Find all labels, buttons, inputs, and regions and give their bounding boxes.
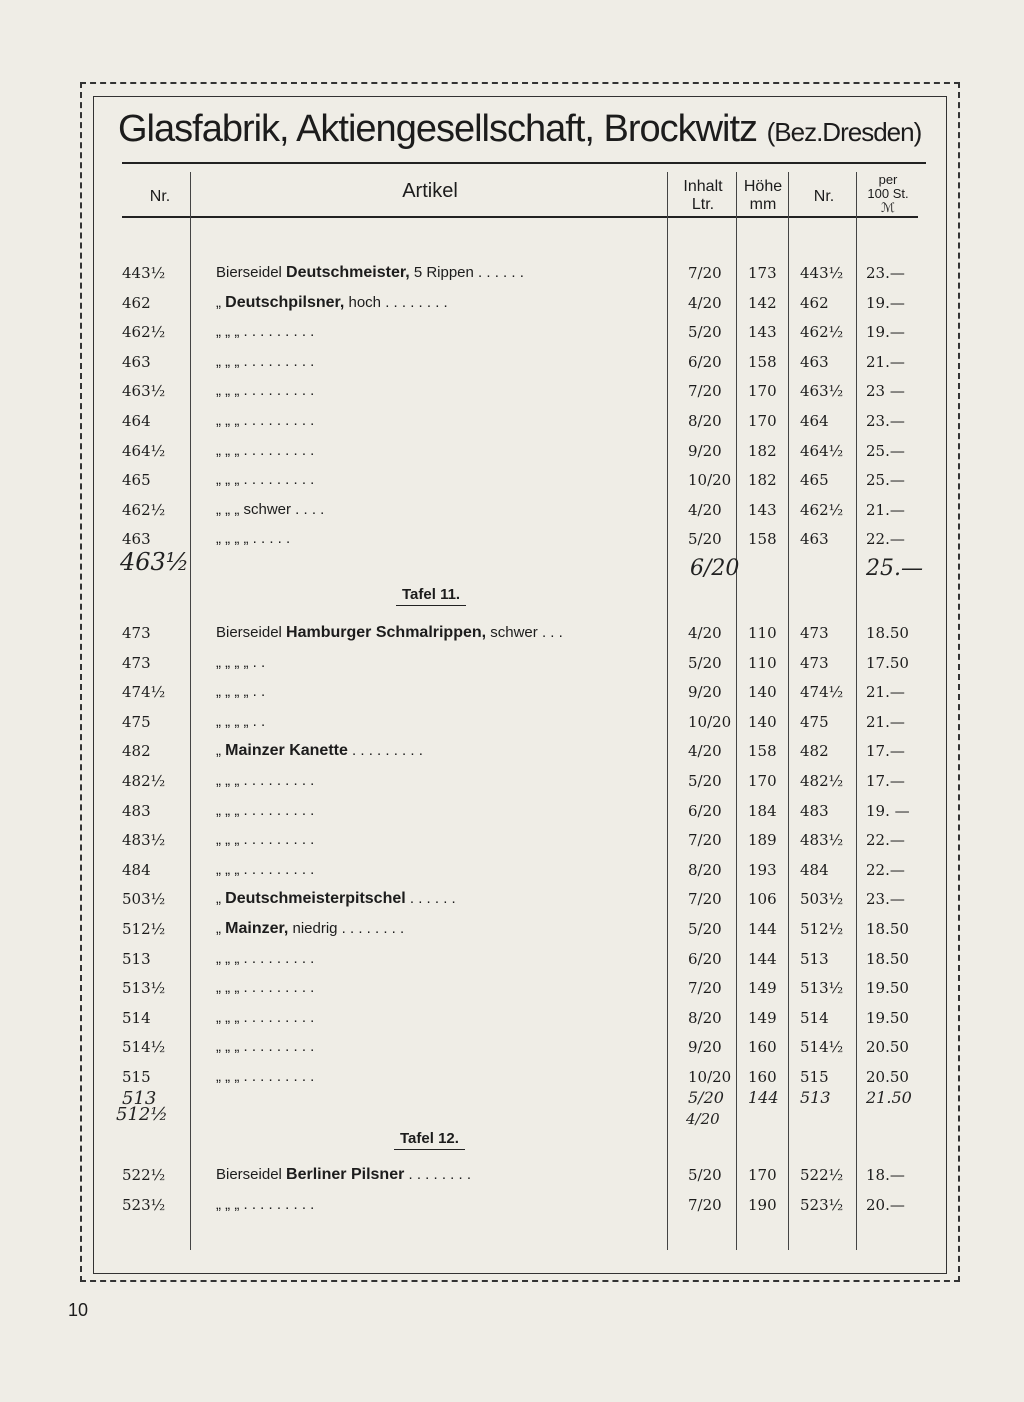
header-rule [122,216,918,218]
artikel-prefix: „ „ „ „ . . . . . [216,530,291,548]
cell-price: 20.50 [866,1068,909,1086]
cell-artikel [216,1038,314,1055]
cell-price: 19.50 [866,979,909,998]
cell-inhalt: 7/20 [688,264,722,282]
table-row [0,1009,1024,1033]
artikel-name: Deutschpilsner, [225,293,345,311]
artikel-prefix: „ „ „ . . . . . . . . . [216,323,315,341]
table-row [0,442,1024,466]
cell-price: 20.— [866,1196,905,1214]
cell-price: 23.— [866,890,905,909]
tafel-12-heading: Tafel 12. [394,1130,465,1150]
cell-inhalt: 10/20 [688,712,732,731]
cell-nr2: 465 [800,471,829,490]
cell-inhalt: 4/20 [688,742,722,761]
cell-nr: 473 [122,653,151,672]
cell-price: 25.— [866,441,905,460]
cell-hoehe: 110 [748,624,777,642]
artikel-desc: . . . . . . . . [404,1166,472,1183]
cell-price: 21.— [866,683,905,702]
cell-price: 25.— [866,471,905,490]
cell-nr: 463 [122,352,151,371]
cell-nr2: 514 [800,1008,829,1027]
table-row [0,802,1024,826]
cell-nr2: 474½ [800,683,844,702]
cell-artikel [216,412,314,429]
cell-nr: 464 [122,412,151,430]
artikel-prefix: „ „ „ „ . . [216,712,266,730]
table-row [0,861,1024,885]
artikel-name: Deutschmeisterpitschel [225,890,406,908]
cell-nr2: 462½ [800,500,844,519]
cell-artikel [216,920,404,938]
cell-artikel [216,1068,314,1085]
artikel-prefix: „ [216,890,226,908]
cell-nr: 464½ [122,441,166,460]
cell-artikel [216,442,314,459]
table-row [0,1166,1024,1190]
cell-hoehe: 149 [748,979,777,998]
cell-artikel [216,353,314,370]
artikel-prefix: „ „ „ . . . . . . . . . [216,1038,315,1056]
cell-price: 23.— [866,412,905,430]
header-inhalt [672,178,734,214]
cell-inhalt: 5/20 [688,323,722,342]
table-row [0,264,1024,288]
cell-hoehe: 160 [748,1068,777,1086]
artikel-prefix: „ „ „ . . . . . . . . . [216,979,315,997]
cell-inhalt: 10/20 [688,1068,732,1086]
artikel-prefix: „ „ „ . . . . . . . . . [216,1008,315,1026]
artikel-name: Hamburger Schmalrippen, [286,624,487,641]
table-row [0,920,1024,944]
cell-nr2: 463½ [800,382,844,401]
table-row [0,501,1024,525]
table-row [0,683,1024,707]
cell-nr: 443½ [122,264,166,282]
artikel-prefix: „ „ „ . . . . . . . . . [216,831,315,849]
cell-artikel [216,471,314,488]
table-row [0,979,1024,1003]
cell-hoehe: 144 [748,949,777,968]
cell-nr: 484 [122,860,151,879]
artikel-name: Berliner Pilsner [286,1166,405,1183]
cell-nr2: 512½ [800,920,844,938]
cell-hoehe: 182 [748,471,777,490]
table-row [0,624,1024,648]
cell-hoehe: 189 [748,831,777,850]
cell-nr: 475 [122,712,151,731]
cell-hoehe: 140 [748,683,777,702]
cell-hoehe: 140 [748,712,777,731]
cell-inhalt: 4/20 [688,293,722,312]
cell-price: 23 — [866,382,905,401]
cell-inhalt: 5/20 [688,530,722,549]
header-price-line1: per [878,172,898,187]
artikel-prefix: „ „ „ . . . . . . . . . [216,352,315,370]
cell-artikel [216,1196,314,1213]
cell-nr2: 514½ [800,1038,844,1057]
artikel-desc: . . . . . . [405,890,456,908]
header-nr: Nr. [149,188,171,205]
cell-inhalt: 5/20 [688,653,722,672]
header-hoehe-line2: mm [749,196,777,213]
cell-nr2: 513½ [800,979,844,998]
handwritten-hoehe: 144 [748,1088,779,1107]
cell-inhalt: 8/20 [688,860,722,879]
cell-inhalt: 4/20 [688,624,722,642]
handwritten-price: 25.— [866,556,923,581]
cell-inhalt: 7/20 [688,1196,722,1214]
cell-nr2: 523½ [800,1196,844,1214]
cell-hoehe: 190 [748,1196,777,1214]
cell-price: 21.— [866,352,905,371]
cell-artikel [216,831,314,848]
cell-price: 17.— [866,772,905,790]
cell-artikel [216,890,456,908]
cell-inhalt: 7/20 [688,979,722,998]
cell-price: 22.— [866,530,905,549]
cell-hoehe: 170 [748,772,777,790]
cell-price: 21.— [866,712,905,731]
table-row [0,654,1024,678]
cell-inhalt: 7/20 [688,831,722,850]
table-row [0,831,1024,855]
cell-inhalt: 5/20 [688,920,722,938]
cell-artikel [216,323,314,340]
cell-inhalt: 5/20 [688,772,722,790]
cell-artikel [216,382,314,399]
cell-nr2: 463 [800,530,829,549]
artikel-prefix: „ „ „ . . . . . . . . . [216,772,315,789]
artikel-prefix: Bierseidel [216,624,287,641]
table-row [0,323,1024,347]
cell-inhalt: 4/20 [688,500,722,519]
table-row [0,772,1024,796]
cell-nr: 473 [122,624,151,642]
artikel-prefix: „ [216,920,226,937]
cell-nr: 513 [122,949,151,968]
cell-artikel [216,950,314,967]
cell-artikel [216,683,265,700]
table-row [0,890,1024,914]
cell-inhalt: 6/20 [688,352,722,371]
cell-price: 18.— [866,1166,905,1184]
cell-nr2: 483½ [800,831,844,850]
cell-artikel [216,501,324,518]
cell-nr: 514 [122,1008,151,1027]
cell-nr2: 484 [800,860,829,879]
cell-hoehe: 106 [748,890,777,909]
tafel-11-heading: Tafel 11. [396,586,466,606]
cell-nr2: 503½ [800,890,844,909]
company-location: (Bez.Dresden) [766,117,922,147]
cell-price: 19.— [866,323,905,342]
header-inhalt-line1: Inhalt [683,178,723,195]
handwritten-price: 21.50 [866,1088,912,1107]
cell-nr: 462½ [122,500,166,519]
cell-inhalt: 8/20 [688,412,722,430]
cell-nr: 523½ [122,1196,166,1214]
table-row [0,1038,1024,1062]
cell-nr: 474½ [122,683,166,702]
artikel-desc: 5 Rippen . . . . . . [409,264,524,281]
handwritten-nr2: 513 [800,1088,831,1107]
cell-nr2: 482½ [800,772,844,790]
cell-price: 17.— [866,742,905,761]
cell-hoehe: 143 [748,500,777,519]
table-row [0,742,1024,766]
cell-inhalt: 7/20 [688,382,722,401]
cell-inhalt: 9/20 [688,441,722,460]
artikel-prefix: „ „ „ . . . . . . . . . [216,412,315,429]
cell-nr2: 522½ [800,1166,844,1184]
cell-hoehe: 158 [748,742,777,761]
cell-nr: 462½ [122,323,166,342]
table-row [0,353,1024,377]
cell-artikel [216,654,265,671]
cell-nr2: 475 [800,712,829,731]
artikel-prefix: „ „ „ . . . . . . . . . [216,860,315,878]
artikel-prefix: „ „ „ schwer . . . . [216,500,325,518]
cell-artikel [216,861,314,878]
cell-nr: 483 [122,801,151,820]
cell-artikel [216,772,314,789]
header-artikel: Artikel [402,180,458,202]
cell-nr: 463½ [122,382,166,401]
cell-nr: 513½ [122,979,166,998]
cell-hoehe: 110 [748,653,777,672]
header-hoehe-line1: Höhe [743,178,783,195]
cell-price: 18.50 [866,920,909,938]
cell-artikel [216,742,423,760]
artikel-prefix: „ [216,293,226,311]
cell-nr: 522½ [122,1166,166,1184]
artikel-name: Mainzer Kanette [225,742,348,760]
cell-hoehe: 149 [748,1008,777,1027]
cell-nr2: 462 [800,293,829,312]
table-row [0,412,1024,436]
header-price-line3: ℳ [881,200,895,215]
table-row [0,294,1024,318]
cell-nr2: 473 [800,653,829,672]
cell-nr2: 473 [800,624,829,642]
table-row [0,713,1024,737]
artikel-name: Deutschmeister, [286,264,410,281]
artikel-prefix: „ „ „ . . . . . . . . . [216,1068,315,1085]
cell-hoehe: 170 [748,1166,777,1184]
cell-artikel [216,802,314,819]
cell-hoehe: 182 [748,441,777,460]
artikel-name: Mainzer, [225,920,289,937]
cell-price: 18.50 [866,949,909,968]
cell-artikel [216,624,563,642]
artikel-prefix: Bierseidel [216,264,287,281]
cell-nr: 463 [122,530,151,549]
artikel-prefix: „ „ „ . . . . . . . . . [216,471,315,489]
artikel-desc: hoch . . . . . . . . [344,293,448,311]
cell-hoehe: 160 [748,1038,777,1057]
cell-hoehe: 143 [748,323,777,342]
cell-nr2: 515 [800,1068,829,1086]
cell-price: 19. — [866,801,910,820]
artikel-prefix: „ „ „ . . . . . . . . . [216,801,315,819]
cell-nr2: 482 [800,742,829,761]
header-hoehe [738,178,788,214]
artikel-prefix: „ „ „ . . . . . . . . . [216,949,315,967]
cell-nr: 483½ [122,831,166,850]
cell-price: 17.50 [866,653,909,672]
cell-price: 19.50 [866,1008,909,1027]
cell-nr: 482½ [122,772,166,790]
cell-artikel [216,713,265,730]
cell-nr2: 462½ [800,323,844,342]
cell-hoehe: 158 [748,530,777,549]
artikel-prefix: „ „ „ . . . . . . . . . [216,441,315,459]
cell-hoehe: 142 [748,293,777,312]
cell-artikel [216,294,448,312]
table-row [0,1196,1024,1220]
header-inhalt-line2: Ltr. [691,196,715,213]
cell-artikel [216,530,290,547]
cell-nr: 514½ [122,1038,166,1057]
cell-price: 20.50 [866,1038,909,1057]
artikel-desc: schwer . . . [486,624,563,641]
header-nr2: Nr. [813,188,835,205]
artikel-prefix: „ „ „ . . . . . . . . . [216,1196,315,1213]
cell-inhalt: 9/20 [688,1038,722,1057]
handwritten-nr: 463½ [120,548,190,576]
cell-inhalt: 5/20 [688,1166,722,1184]
cell-nr: 512½ [122,920,166,938]
cell-nr: 482 [122,742,151,761]
cell-nr2: 513 [800,949,829,968]
handwritten-nr: 513 [122,1088,157,1109]
cell-price: 21.— [866,500,905,519]
cell-hoehe: 173 [748,264,777,282]
cell-artikel [216,264,524,282]
cell-hoehe: 170 [748,382,777,401]
cell-artikel [216,1009,314,1026]
cell-inhalt: 9/20 [688,683,722,702]
company-name: Glasfabrik, Aktiengesellschaft, Brockwitz [118,108,758,150]
cell-artikel [216,1166,471,1184]
handwritten-inhalt: 6/20 [690,556,740,581]
cell-inhalt: 6/20 [688,949,722,968]
cell-inhalt: 8/20 [688,1008,722,1027]
cell-inhalt: 6/20 [688,801,722,820]
table-row [0,382,1024,406]
page-number: 10 [68,1300,89,1320]
cell-price: 18.50 [866,624,909,642]
cell-hoehe: 184 [748,801,777,820]
cell-hoehe: 170 [748,412,777,430]
handwritten-inhalt: 5/20 [688,1088,724,1107]
cell-inhalt: 10/20 [688,471,732,490]
cell-artikel [216,979,314,996]
cell-nr2: 443½ [800,264,844,282]
artikel-prefix: „ „ „ . . . . . . . . . [216,382,315,400]
artikel-prefix: „ „ „ „ . . [216,653,266,671]
cell-nr2: 463 [800,352,829,371]
cell-hoehe: 144 [748,920,777,938]
cell-inhalt: 7/20 [688,890,722,909]
cell-nr: 462 [122,293,151,312]
cell-nr2: 464½ [800,441,844,460]
cell-hoehe: 193 [748,860,777,879]
handwritten-inhalt: 4/20 [686,1110,720,1128]
page-title [118,108,928,151]
title-rule [122,162,926,164]
handwritten-nr: 512½ [116,1104,168,1125]
header-price-line2: 100 St. [867,186,909,201]
cell-nr: 515 [122,1068,151,1086]
cell-price: 22.— [866,831,905,850]
cell-nr2: 483 [800,801,829,820]
artikel-prefix: „ „ „ „ . . [216,683,266,701]
cell-price: 19.— [866,293,905,312]
cell-price: 22.— [866,860,905,879]
table-row [0,950,1024,974]
cell-hoehe: 158 [748,352,777,371]
cell-price: 23.— [866,264,905,282]
cell-nr2: 464 [800,412,829,430]
artikel-desc: . . . . . . . . . [347,742,423,760]
cell-nr: 503½ [122,890,166,909]
artikel-desc: niedrig . . . . . . . . [288,920,405,937]
artikel-prefix: „ [216,742,226,760]
cell-nr: 465 [122,471,151,490]
artikel-prefix: Bierseidel [216,1166,287,1183]
table-row [0,471,1024,495]
header-price [858,173,918,215]
